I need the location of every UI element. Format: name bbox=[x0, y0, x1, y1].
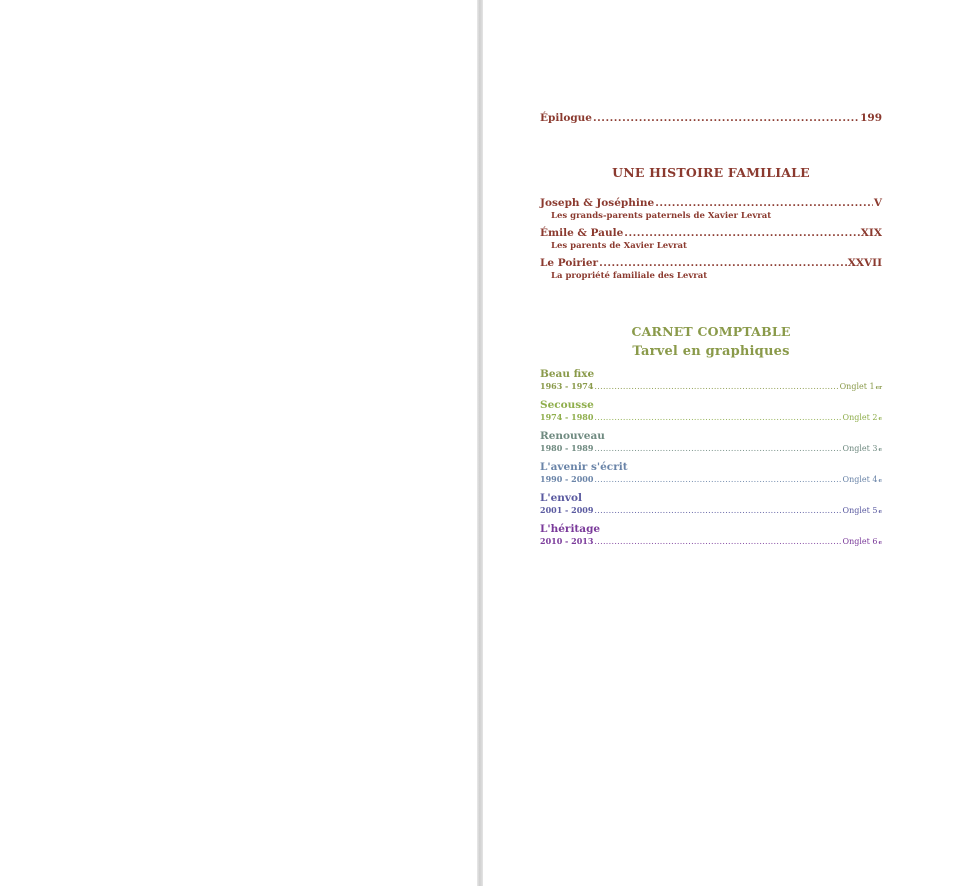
carnet-item-onglet: Onglet 4 bbox=[842, 475, 878, 484]
toc-entry-subtitle: Les grands-parents paternels de Xavier Levrat bbox=[551, 211, 772, 221]
carnet-item-years: 1980 - 1989 bbox=[540, 443, 594, 453]
dot-leader bbox=[594, 382, 838, 392]
carnet-item-onglet-sup: e bbox=[878, 478, 882, 484]
carnet-list bbox=[540, 367, 882, 548]
left-page bbox=[0, 0, 477, 886]
dot-leader bbox=[655, 196, 873, 210]
toc-entry-emile[interactable] bbox=[540, 226, 882, 240]
carnet-item-years: 1974 - 1980 bbox=[540, 412, 594, 422]
carnet-item-heritage[interactable] bbox=[540, 522, 882, 548]
carnet-item-onglet-sup: e bbox=[878, 540, 882, 546]
toc-entry-page: XXVII bbox=[847, 257, 882, 269]
carnet-item-years: 1990 - 2000 bbox=[540, 474, 594, 484]
toc-entry-page: V bbox=[873, 197, 882, 209]
carnet-item-onglet-sup: er bbox=[875, 385, 882, 391]
carnet-item-years: 2010 - 2013 bbox=[540, 536, 594, 546]
dot-leader bbox=[594, 413, 841, 423]
toc-entry-page: 199 bbox=[860, 112, 882, 124]
carnet-item-onglet-sup: e bbox=[878, 447, 882, 453]
carnet-item-onglet-sup: e bbox=[878, 509, 882, 515]
toc-entry-epilogue[interactable] bbox=[540, 111, 882, 125]
carnet-item-name: Secousse bbox=[540, 399, 594, 411]
carnet-item-name: L'héritage bbox=[540, 523, 601, 535]
carnet-item-line bbox=[540, 443, 882, 455]
section-title-histoire: UNE HISTOIRE FAMILIALE bbox=[612, 165, 810, 180]
carnet-item-line bbox=[540, 412, 882, 424]
carnet-item-line bbox=[540, 536, 882, 548]
section-title-carnet: CARNET COMPTABLE bbox=[631, 324, 791, 339]
carnet-item-renouveau[interactable] bbox=[540, 429, 882, 455]
carnet-item-onglet: Onglet 2 bbox=[842, 413, 878, 422]
toc-entry-page: XIX bbox=[860, 227, 882, 239]
carnet-item-line bbox=[540, 505, 882, 517]
toc-entry-label: Le Poirier bbox=[540, 257, 599, 269]
right-page bbox=[483, 0, 960, 886]
toc-entry-poirier[interactable] bbox=[540, 256, 882, 270]
carnet-item-onglet: Onglet 6 bbox=[842, 537, 878, 546]
toc-entry-subtitle: Les parents de Xavier Levrat bbox=[551, 241, 687, 251]
dot-leader bbox=[594, 506, 841, 516]
toc-entry-label: Joseph & Joséphine bbox=[540, 197, 655, 209]
table-of-contents bbox=[540, 111, 882, 548]
carnet-item-name: Beau fixe bbox=[540, 368, 595, 380]
toc-entry-joseph[interactable] bbox=[540, 196, 882, 210]
carnet-item-line bbox=[540, 474, 882, 486]
dot-leader bbox=[594, 537, 841, 547]
carnet-item-name: L'avenir s'écrit bbox=[540, 461, 628, 473]
carnet-item-years: 2001 - 2009 bbox=[540, 505, 594, 515]
toc-entry-label: Émile & Paule bbox=[540, 227, 624, 239]
carnet-item-onglet: Onglet 1 bbox=[839, 382, 875, 391]
carnet-item-line bbox=[540, 381, 882, 393]
carnet-item-secousse[interactable] bbox=[540, 398, 882, 424]
dot-leader bbox=[594, 475, 841, 485]
carnet-item-name: L'envol bbox=[540, 492, 583, 504]
dot-leader bbox=[593, 111, 859, 125]
carnet-item-years: 1963 - 1974 bbox=[540, 381, 594, 391]
toc-entry-label: Épilogue bbox=[540, 112, 592, 124]
carnet-item-onglet: Onglet 3 bbox=[842, 444, 878, 453]
carnet-item-avenir[interactable] bbox=[540, 460, 882, 486]
section-subtitle-carnet: Tarvel en graphiques bbox=[632, 344, 790, 359]
carnet-item-name: Renouveau bbox=[540, 430, 605, 442]
carnet-item-envol[interactable] bbox=[540, 491, 882, 517]
carnet-item-onglet-sup: e bbox=[878, 416, 882, 422]
carnet-item-onglet: Onglet 5 bbox=[842, 506, 878, 515]
carnet-item-beau-fixe[interactable] bbox=[540, 367, 882, 393]
dot-leader bbox=[594, 444, 841, 454]
toc-entry-subtitle: La propriété familiale des Levrat bbox=[551, 271, 708, 281]
dot-leader bbox=[624, 226, 859, 240]
dot-leader bbox=[599, 256, 847, 270]
